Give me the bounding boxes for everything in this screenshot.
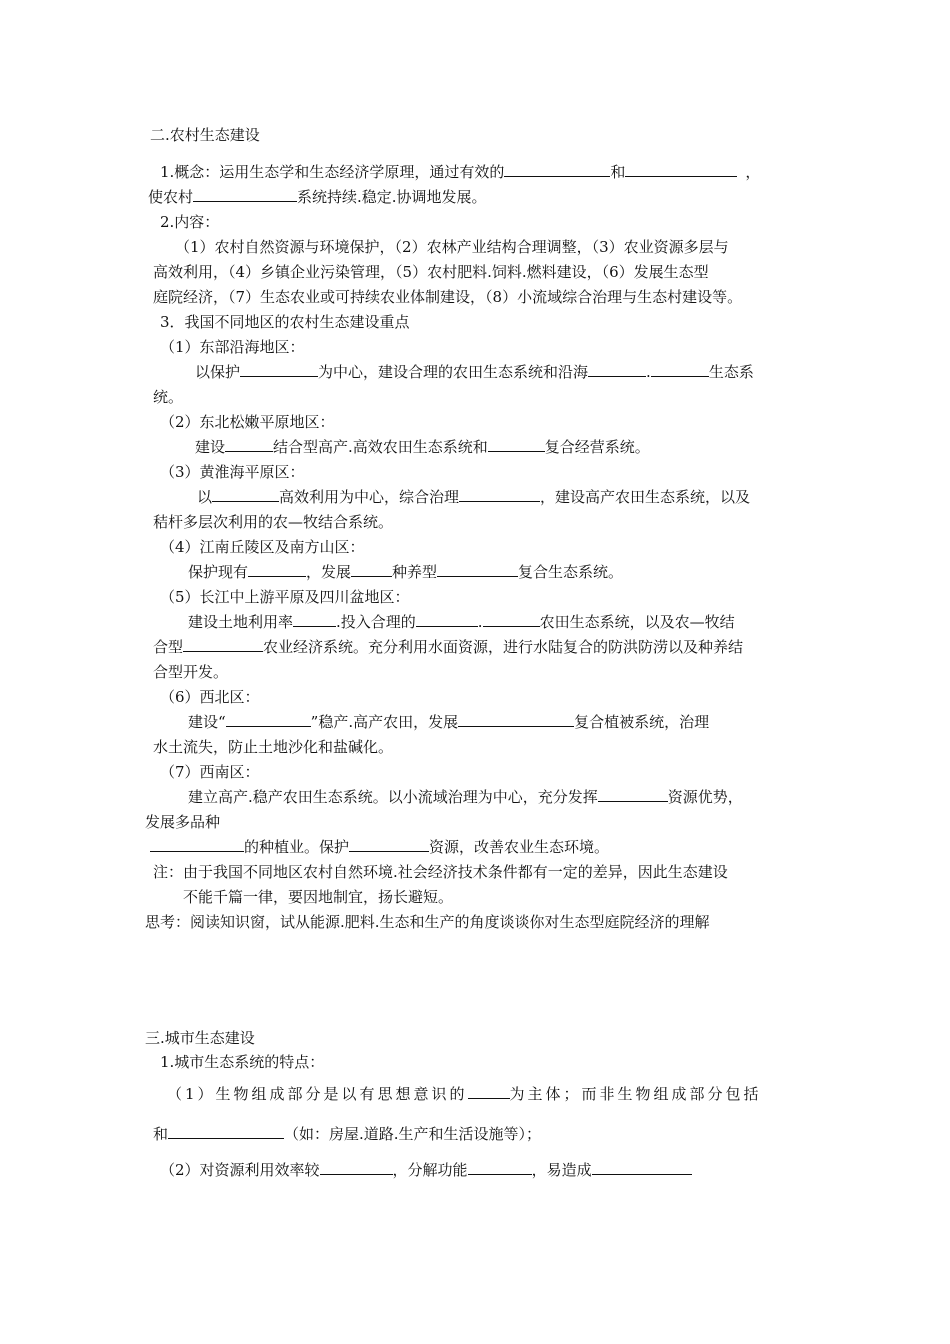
fill-blank[interactable] [416,612,478,627]
region-text: 的种植业。保护 资源，改善农业生态环境。 [150,837,609,857]
region-title: （6）西北区： [160,688,260,706]
subsection-title: 1.城市生态系统的特点： [160,1053,325,1071]
concept-line-2: 使农村 系统持续.稳定.协调地发展。 [148,188,487,206]
fill-blank[interactable] [488,437,545,452]
fill-blank[interactable] [588,362,646,377]
region-text: 建设 结合型高产.高效农田生态系统和 复合经营系统。 [195,438,650,456]
region-text: 统。 [153,388,184,406]
fill-blank[interactable] [293,612,336,627]
fill-blank[interactable] [193,187,297,202]
region-text: 合型 农业经济系统。充分利用水面资源，进行水陆复合的防洪防涝以及种养结 [153,638,744,656]
region-text: 水土流失，防止土地沙化和盐碱化。 [153,738,394,756]
region-text: 发展多品种 [145,813,221,831]
section-heading: 二.农村生态建设 [150,126,260,144]
fill-blank[interactable] [225,437,273,452]
fill-blank[interactable] [168,1124,284,1139]
fill-blank[interactable] [150,837,244,852]
think-question: 思考：阅读知识窗，试从能源.肥料.生态和生产的角度谈谈你对生态型庭院经济的理解 [145,913,710,931]
fill-blank[interactable] [212,487,279,502]
fill-blank[interactable] [504,162,610,177]
fill-blank[interactable] [625,162,737,177]
note-text: 不能千篇一律，要因地制宜，扬长避短。 [183,888,454,906]
fill-blank[interactable] [437,562,518,577]
fill-blank[interactable] [240,362,318,377]
fill-blank[interactable] [320,1160,393,1175]
content-line: 高效利用，（4）乡镇企业污染管理，（5）农村肥料.饲料.燃料建设，（6）发展生态型 [153,263,709,281]
fill-blank[interactable] [592,1160,692,1175]
region-title: （5）长江中上游平原及四川盆地区： [160,588,410,606]
fill-blank[interactable] [468,1084,510,1099]
region-text: 建设土地利用率 .投入合理的 . 农田生态系统，以及农—牧结 [188,613,735,631]
region-title: （1）东部沿海地区： [160,338,305,356]
fill-blank[interactable] [226,712,311,727]
concept-line-1: 1.概念：运用生态学和生态经济学原理，通过有效的 和 ， [160,163,761,181]
subsection-title: 3．我国不同地区的农村生态建设重点 [160,313,410,331]
content-line: （1）农村自然资源与环境保护，（2）农林产业结构合理调整，（3）农业资源多层与 [175,238,729,256]
region-text: 以 高效利用为中心，综合治理 ，建设高产农田生态系统，以及 [197,488,751,506]
region-text: 合型开发。 [153,663,229,681]
content-line: 庭院经济，（7）生态农业或可持续农业体制建设，（8）小流域综合治理与生态村建设等。 [153,288,743,306]
content-title: 2.内容： [160,213,220,231]
fill-blank[interactable] [598,787,668,802]
fill-blank[interactable] [351,562,392,577]
feature-line: （1）生物组成部分是以有思想意识的 为主体；而非生物组成部分包括 [167,1085,762,1103]
feature-line: 和 （如：房屋.道路.生产和生活设施等）； [153,1125,542,1143]
fill-blank[interactable] [468,1160,532,1175]
region-title: （3）黄淮海平原区： [160,463,305,481]
region-text: 秸杆多层次利用的农—牧结合系统。 [153,513,394,531]
region-title: （4）江南丘陵区及南方山区： [160,538,365,556]
fill-blank[interactable] [458,712,574,727]
fill-blank[interactable] [651,362,709,377]
region-text: 建立高产.稳产农田生态系统。以小流域治理为中心，充分发挥 资源优势， [188,788,743,806]
region-title: （2）东北松嫩平原地区： [160,413,335,431]
section-heading: 三.城市生态建设 [145,1029,255,1047]
note-text: 注：由于我国不同地区农村自然环境.社会经济技术条件都有一定的差异，因此生态建设 [153,863,728,881]
fill-blank[interactable] [349,837,429,852]
fill-blank[interactable] [459,487,540,502]
region-title: （7）西南区： [160,763,260,781]
region-text: 保护现有 ，发展 种养型 复合生态系统。 [188,563,624,581]
region-text: 建设“ ”稳产.高产农田，发展 复合植被系统，治理 [188,713,710,731]
region-text: 以保护 为中心，建设合理的农田生态系统和沿海 . 生态系 [195,363,754,381]
fill-blank[interactable] [248,562,306,577]
feature-line: （2）对资源利用效率较 ，分解功能 ，易造成 [160,1160,692,1180]
fill-blank[interactable] [183,637,263,652]
fill-blank[interactable] [483,612,540,627]
